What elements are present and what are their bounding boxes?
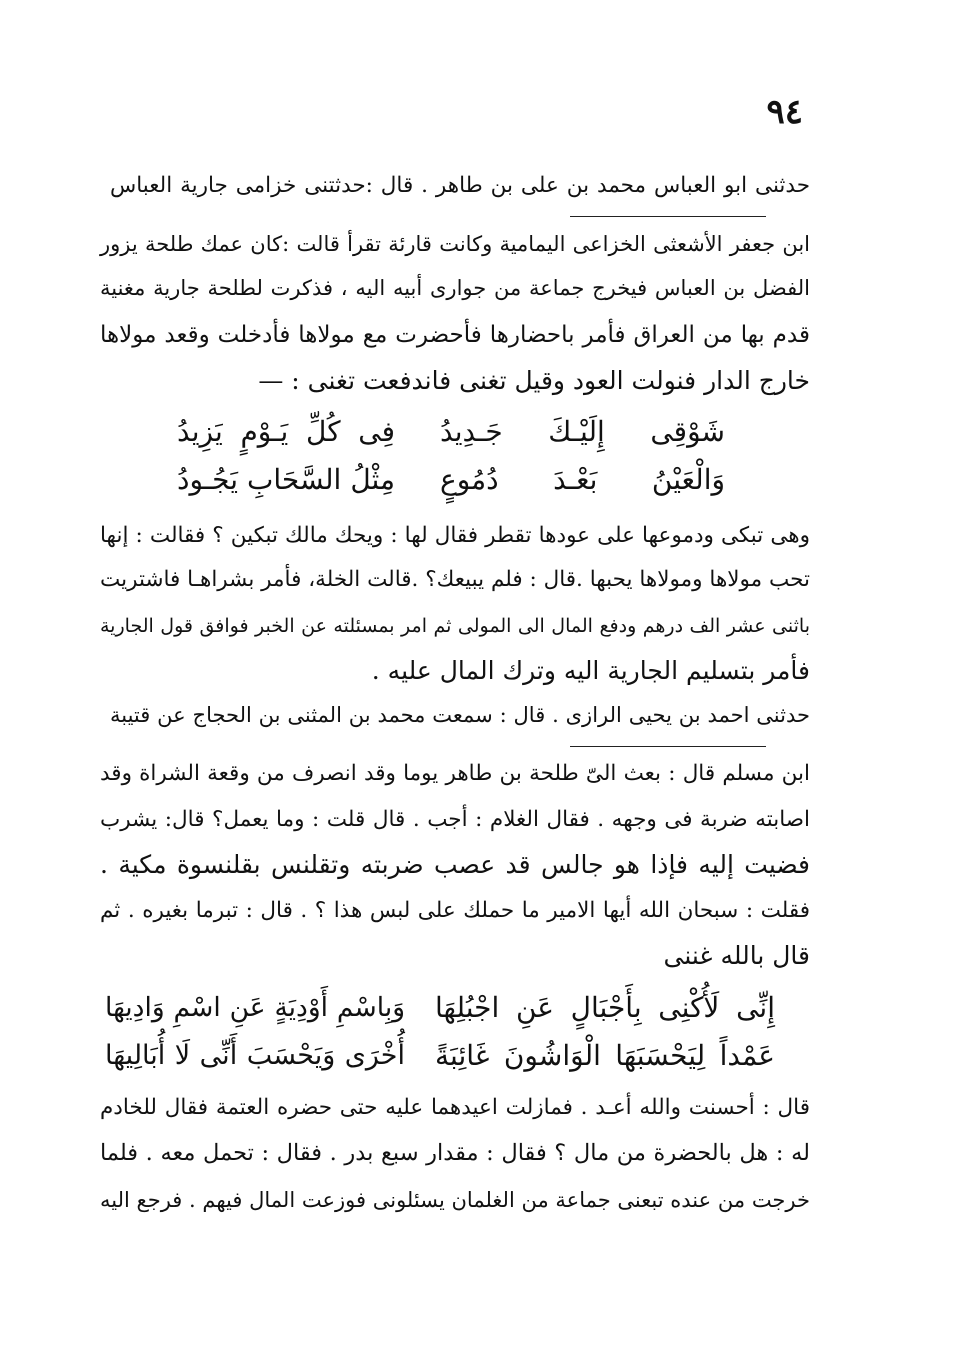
verse-hemistich-first: إِنِّى لَأُكْنِى بِأَجْبَالٍ عَنِ اجْبُلِهَا [435, 991, 775, 1024]
text-line: ابن مسلم قال : بعث الىّ طلحة بن طاهر يوما وقد انصرف من وقعة الشراة وقد [100, 761, 810, 786]
text-line: الفضل بن العباس فيخرج جماعة من جوارى أبيه اليه ، فذكرت لطلحة جارية مغنية [100, 276, 810, 300]
text-line: تحب مولاها ومولاها يحبها .قال : فلم يبيعك؟ .قالت الخلة، فأمر بشراهـا فاشتريت [100, 567, 810, 592]
text-line: خارج الدار فنولت العود وقيل تغنى فاندفعت تغنى : — [258, 366, 810, 395]
text-line: اصابته ضربة فى وجهه . فقال الغلام : أجب . قال قلت : وما يعمل؟ قال: يشرب [100, 807, 810, 832]
verse-hemistich-first: شَوْقِى إِلَيْـكَ جَـدِيدُ [440, 415, 725, 448]
text-line: له : هل بالحضرة من مال ؟ فقال : مقدار سبع بدر . فقال : تحمل معه . فلما [100, 1140, 810, 1166]
text-line: خرجت من عنده تبعنى جماعة من الغلمان يسئلونى فوزعت المال فيهم . فرجع اليه [100, 1188, 810, 1212]
verse-hemistich-first: عَمْداً لِيَحْسَبَهَا الْوَاشُونَ غَائِبَةً [435, 1039, 775, 1072]
text-line: قدم بها من العراق فأمر باحضارها فأحضرت مع مولاها فأدخلت وقعد مولاها [100, 322, 810, 348]
verse-hemistich-second: مِثْلُ السَّحَابِ يَجُـودُ [177, 463, 395, 496]
text-line: قال : أحسنت والله أعـد . فمازلت اعيدهما عليه حتى حضره العتمة فقال للخادم [100, 1095, 810, 1120]
page-number: ٩٤ [766, 92, 803, 132]
verse-hemistich-second: وَبِاسْمِ أَوْدِيَةٍ عَنِ اسْمِ وَادِيهَا [105, 992, 405, 1023]
separator-rule [570, 746, 766, 747]
text-line: حدثنى احمد بن يحيى الرازى . قال : سمعت محمد بن المثنى بن الحجاج عن قتيبة [110, 703, 810, 727]
text-line: وهى تبكى ودموعها على عودها تقطر فقال لها : ويحك مالك تبكين ؟ فقالت : إنها [100, 523, 810, 548]
text-line: قال بالله غننى [663, 941, 810, 970]
text-line: باثنى عشر الف درهم ودفع المال الى المولى ثم امر بمسئلته عن الخبر فوافق قول الجارية [100, 615, 810, 637]
text-line: فضيت إليه فإذا هو جالس قد عصب ضربته وتقلنس بقلنسوة مكية . [100, 850, 810, 879]
verse-hemistich-second: أُخْرَى وَيَحْسَبَ أَنِّى لَا أُبَالِيهَا [105, 1040, 405, 1071]
text-line: حدثنى ابو العباس محمد بن على بن طاهر . قال :حدثتنى خزامى جارية العباس [110, 173, 810, 198]
verse-hemistich-first: وَالْعَيْنُ بَعْـدَ دُمُوعٍ [440, 463, 725, 496]
verse-hemistich-second: فِى كُلِّ يَـوْمٍ يَزِيدُ [177, 415, 395, 448]
verse-line [0, 458, 965, 502]
text-line: ابن جعفر الأشعثى الخزاعى اليمامية وكانت قارئة تقرأ قالت :كان عمك طلحة يزور [100, 232, 810, 256]
text-line: فقلت : سبحان الله أيها الامير ما حملك على لبس هذا ؟ . قال : تبرما بغيره . ثم [100, 898, 810, 923]
verse-line [0, 1034, 965, 1078]
separator-rule [570, 216, 766, 217]
verse-line [0, 986, 965, 1030]
text-line: فأمر بتسليم الجارية اليه وترك المال عليه . [371, 656, 810, 685]
verse-line [0, 410, 965, 454]
